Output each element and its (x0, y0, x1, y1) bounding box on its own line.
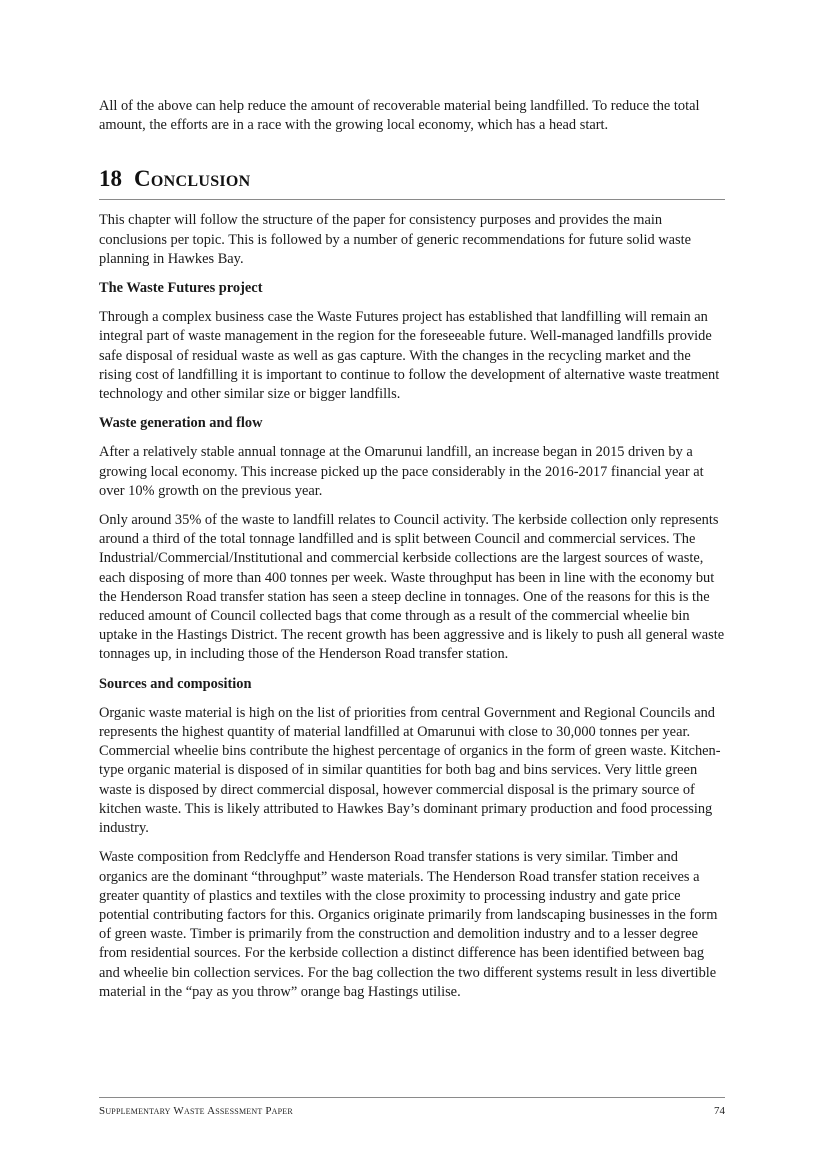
body-paragraph: Through a complex business case the Waste Futures project has established that landfilling will remain an integral part of waste management in the region for the foreseeable future. Well-managed landfills provide safe disposal of residual waste as well as gas capture. With the changes in the recycling market and the rising cost of landfilling it is important to continue to follow the development of alternative waste treatment technology and other similar size or bigger landfills. (99, 309, 720, 403)
body-paragraph: After a relatively stable annual tonnage at the Omarunui landfill, an increase began in 2015 driven by a growing local economy. This increase picked up the pace considerably in the 2016-2017 financial year at over 10% growth on the previous year. (99, 444, 704, 499)
section-intro-paragraph: This chapter will follow the structure of the paper for consistency purposes and provides the main conclusions per topic. This is followed by a number of generic recommendations for future solid waste planning in Hawkes Bay. (99, 212, 691, 267)
footer-document-title: Supplementary Waste Assessment Paper (99, 1105, 293, 1117)
intro-paragraph: All of the above can help reduce the amount of recoverable material being landfilled. To reduce the total amount, the efforts are in a race with the growing local economy, which has a head start. (99, 98, 700, 134)
body-paragraph: Organic waste material is high on the list of priorities from central Government and Regional Councils and represents the highest quantity of material landfilled at Omarunui with close to 30,000 tonnes per year. Commercial wheelie bins contribute the highest percentage of organics in the form of green waste. Kitchen-type organic material is disposed of in similar quantities for both bag and bins services. Very little green waste is disposed by direct commercial disposal, however commercial disposal is the primary source of kitchen waste. This is likely attributed to Hawkes Bay’s dominant primary production and food processing industry. (99, 704, 721, 837)
subsection-sources-composition (99, 675, 725, 1002)
section-number: 18 (99, 166, 122, 192)
section-heading (99, 165, 725, 200)
subsection-waste-futures (99, 279, 725, 404)
section-title: Conclusion (134, 166, 251, 192)
body-paragraph: Only around 35% of the waste to landfill relates to Council activity. The kerbside collection only represents around a third of the total tonnage landfilled and is split between Council and commercial services. The Industrial/Commercial/Institutional and commercial kerbside collections are the largest sources of waste, each disposing of more than 400 tonnes per week. Waste throughput has been in line with the economy but the Henderson Road transfer station has seen a steep decline in tonnages. One of the reasons for this is the reduced amount of Council collected bags that come through as a result of the commercial wheelie bin uptake in the Hastings District. The recent growth has been aggressive and is likely to push all general waste tonnages up, in including those of the Henderson Road transfer station. (99, 512, 725, 663)
footer-page-number: 74 (714, 1105, 725, 1117)
subsection-waste-generation (99, 414, 725, 664)
subsection-heading: Waste generation and flow (99, 415, 263, 432)
subsection-heading: Sources and composition (99, 675, 252, 692)
body-paragraph: Waste composition from Redclyffe and Henderson Road transfer stations is very similar. Timber and organics are the dominant “throughput” waste materials. The Henderson Road transfer station receives a greater quantity of plastics and textiles with the close proximity to processing industry and gate price potential contributing factors for this. Organics originate primarily from landscaping businesses in the form of green waste. Timber is primarily from the construction and demolition industry and to a lesser degree from residential sources. For the kerbside collection a distinct difference has been identified between bag and wheelie bin collection services. For the bag collection the two different systems result in less divertible material in the “pay as you throw” orange bag Hastings utilise. (99, 849, 718, 1000)
page-body (99, 97, 725, 1012)
subsection-heading: The Waste Futures project (99, 280, 263, 297)
page-footer (99, 1097, 725, 1118)
